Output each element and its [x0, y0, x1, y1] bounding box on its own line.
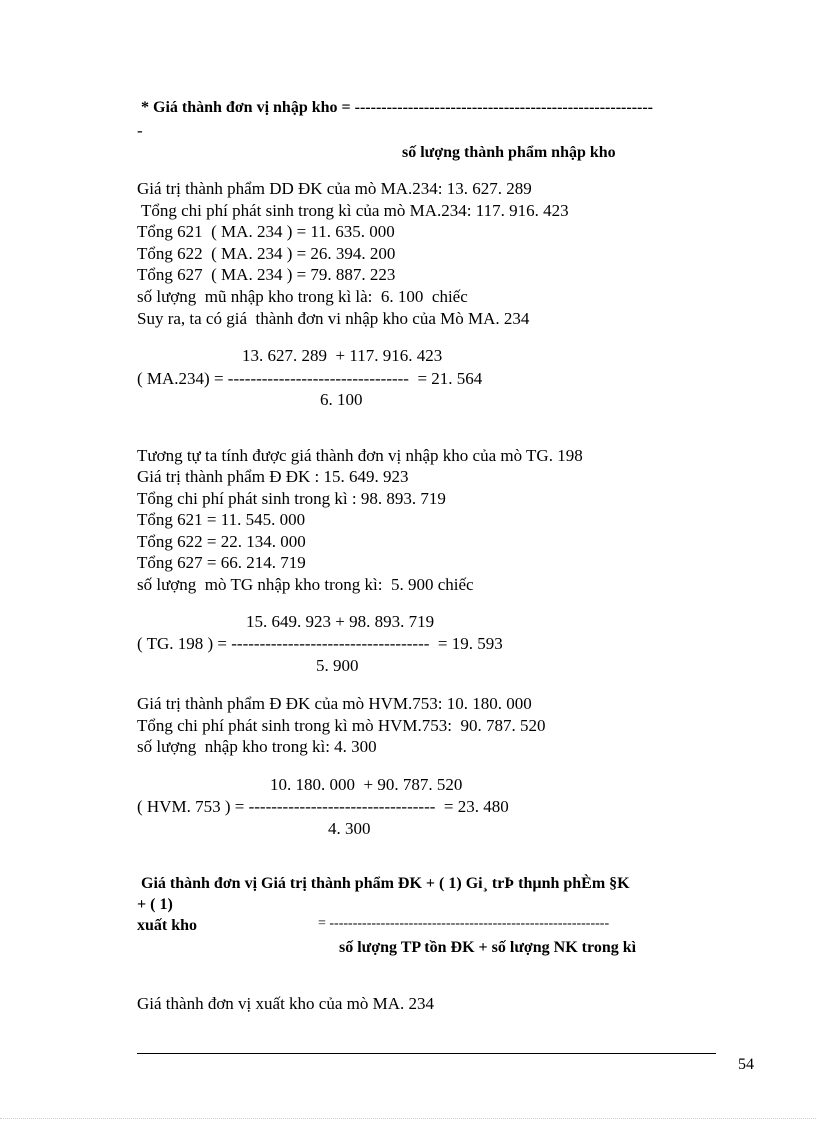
export-formula-fraction-bar: = ------------------------------------------------------------ [318, 916, 610, 931]
calc-denominator: 5. 900 [316, 656, 359, 675]
calc-result: ( MA.234) = -------------------------------- = 21. 564 [137, 369, 483, 388]
text-line: Tổng 621 ( MA. 234 ) = 11. 635. 000 [137, 222, 395, 241]
export-formula-line: Giá thành đơn vị Giá trị thành phẩm ĐK + ( 1) Gi¸ trÞ thµnh phÈm §K [137, 875, 630, 892]
unit-import-cost-formula: * Giá thành đơn vị nhập kho = -------------------------------------------------------- [137, 99, 653, 116]
calc-result: ( HVM. 753 ) = --------------------------------- = 23. 480 [137, 797, 509, 816]
export-formula-label: xuất kho [137, 917, 198, 934]
calc-numerator: 10. 180. 000 + 90. 787. 520 [270, 775, 463, 794]
export-formula-denominator: số lượng TP tồn ĐK + số lượng NK trong kì [339, 939, 637, 956]
calc-denominator: 4. 300 [328, 819, 371, 838]
text-line: Giá trị thành phẩm Đ ĐK của mò HVM.753: 10. 180. 000 [137, 694, 532, 713]
text-line: Tổng 627 ( MA. 234 ) = 79. 887. 223 [137, 265, 396, 284]
export-formula-cont: + ( 1) [137, 896, 173, 913]
text-line: Tương tự ta tính được giá thành đơn vị nhập kho của mò TG. 198 [137, 446, 583, 465]
text-line: Giá trị thành phẩm DD ĐK của mò MA.234: 13. 627. 289 [137, 179, 532, 198]
formula-denominator: số lượng thành phẩm nhập kho [402, 144, 616, 161]
text-line: Tổng chi phí phát sinh trong kì của mò MA.234: 117. 916. 423 [137, 201, 569, 220]
text-line: Suy ra, ta có giá thành đơn vi nhập kho của Mò MA. 234 [137, 309, 530, 328]
text-line: Tổng chi phí phát sinh trong kì mò HVM.753: 90. 787. 520 [137, 716, 546, 735]
calc-result: ( TG. 198 ) = ----------------------------------- = 19. 593 [137, 634, 503, 653]
page-bottom-border [0, 1118, 816, 1119]
page-number: 54 [738, 1056, 754, 1073]
text-line: Tổng 622 ( MA. 234 ) = 26. 394. 200 [137, 244, 396, 263]
calc-denominator: 6. 100 [320, 390, 363, 409]
calc-numerator: 13. 627. 289 + 117. 916. 423 [242, 346, 443, 365]
text-line: Tổng chi phí phát sinh trong kì : 98. 893. 719 [137, 489, 446, 508]
closing-line: Giá thành đơn vị xuất kho của mò MA. 234 [137, 994, 435, 1013]
calc-numerator: 15. 649. 923 + 98. 893. 719 [246, 612, 435, 631]
text-line: Tổng 627 = 66. 214. 719 [137, 553, 306, 572]
text-line: số lượng mũ nhập kho trong kì là: 6. 100 chiếc [137, 287, 468, 306]
text-line: Tổng 622 = 22. 134. 000 [137, 532, 306, 551]
text-line: số lượng mò TG nhập kho trong kì: 5. 900 chiếc [137, 575, 474, 594]
text-line: Tổng 621 = 11. 545. 000 [137, 510, 306, 529]
text-line: số lượng nhập kho trong kì: 4. 300 [137, 737, 377, 756]
footer-rule [137, 1053, 716, 1054]
formula-continuation: - [137, 121, 143, 140]
text-line: Giá trị thành phẩm Đ ĐK : 15. 649. 923 [137, 467, 409, 486]
